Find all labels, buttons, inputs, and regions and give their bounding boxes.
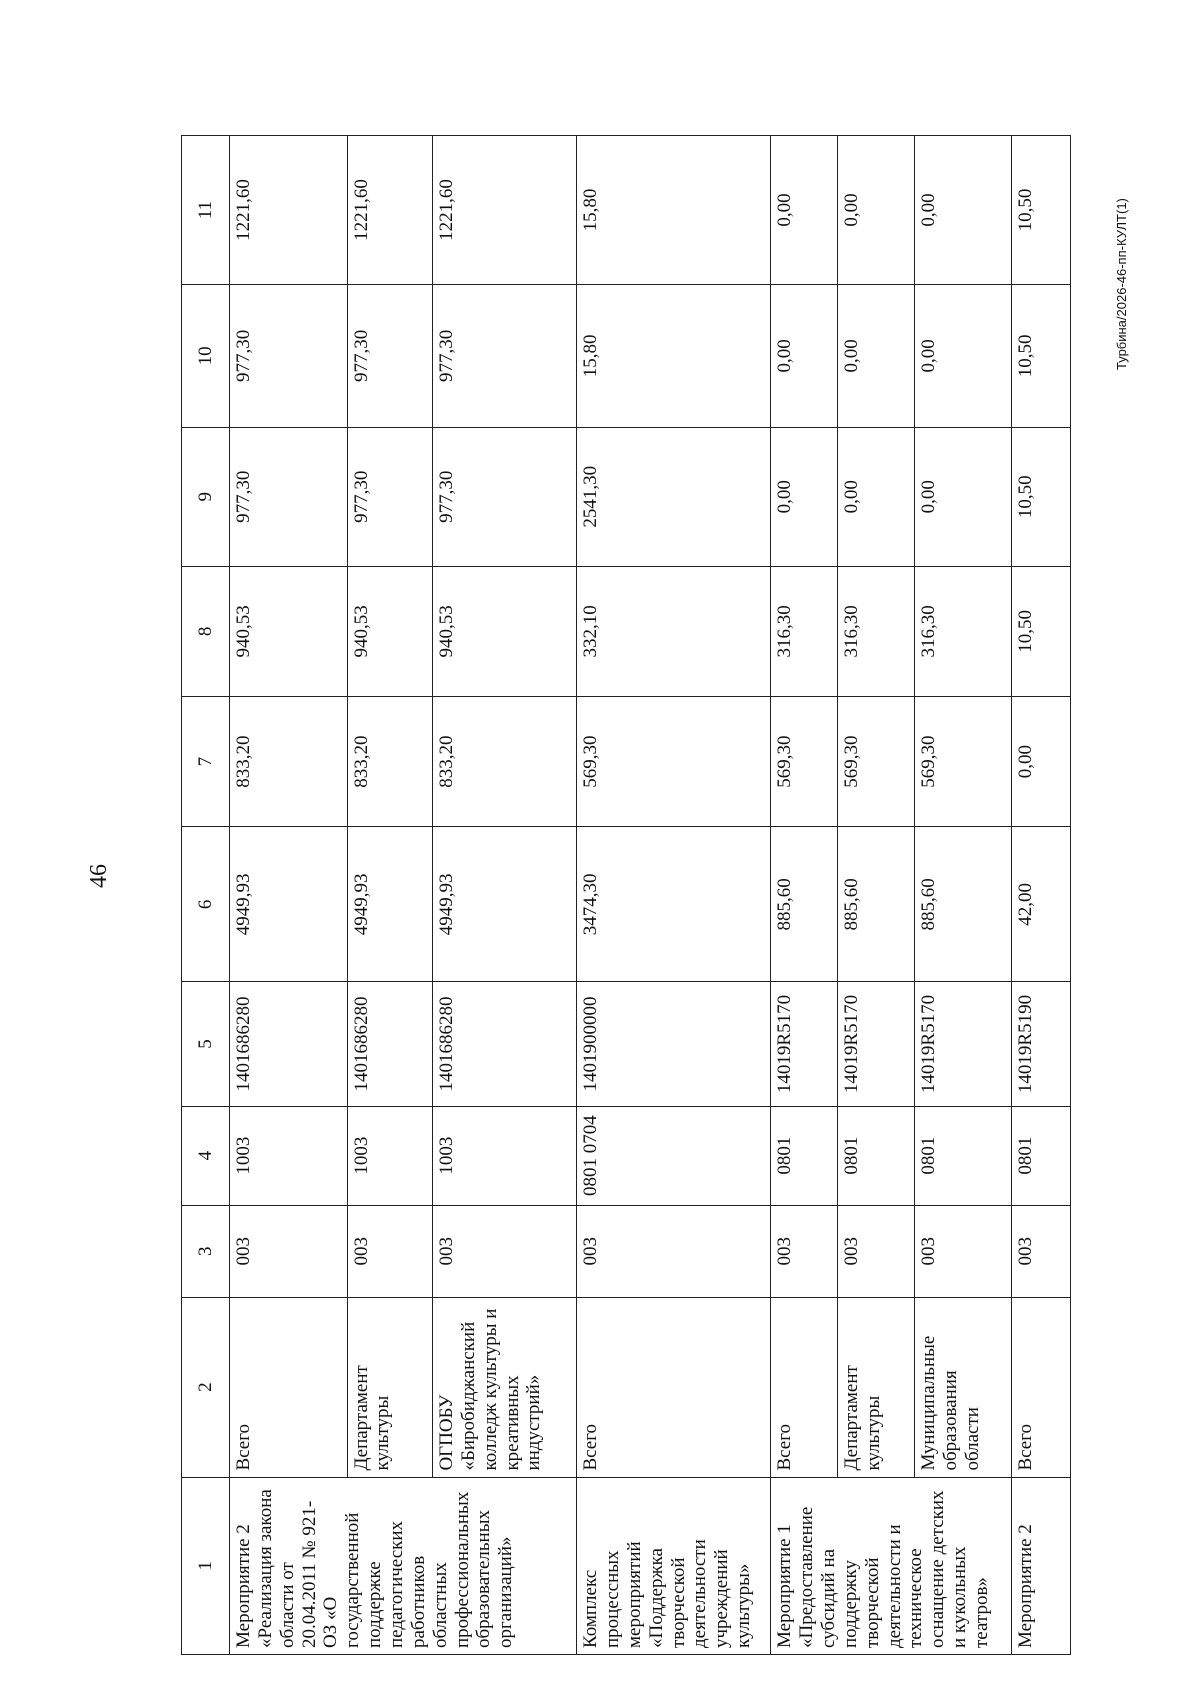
measure-name-cell: Комплекс процессных мероприятий «Поддержка творческой деятельности учреждений культуры»	[577, 1477, 771, 1654]
total-cell: 885,60	[915, 827, 1012, 982]
budget-table	[181, 135, 1071, 1655]
year-cell: 0,00	[771, 136, 838, 285]
column-header: 4	[182, 1106, 230, 1205]
document-code: Турбина/2026-46-пп-КУЛТ(1)	[1114, 198, 1129, 370]
column-header: 6	[182, 827, 230, 982]
total-cell: 4949,93	[230, 827, 348, 982]
year-cell: 0,00	[915, 136, 1012, 285]
target-article-cell: 1401900000	[577, 982, 771, 1106]
target-article-cell: 1401686280	[433, 982, 577, 1106]
year-cell: 1221,60	[347, 136, 432, 285]
year-cell: 1221,60	[230, 136, 348, 285]
year-cell: 977,30	[347, 285, 432, 428]
year-cell: 10,50	[1012, 566, 1071, 696]
year-cell: 15,80	[577, 136, 771, 285]
table-row	[230, 136, 348, 1655]
column-header: 11	[182, 136, 230, 285]
year-cell: 10,50	[1012, 427, 1071, 566]
grbs-cell: 003	[347, 1205, 432, 1297]
year-cell: 977,30	[433, 285, 577, 428]
total-cell: 4949,93	[433, 827, 577, 982]
year-cell: 977,30	[347, 427, 432, 566]
year-cell: 833,20	[433, 697, 577, 827]
table-row	[577, 136, 771, 1655]
year-cell: 940,53	[230, 566, 348, 696]
target-article-cell: 14019R5170	[915, 982, 1012, 1106]
year-cell: 316,30	[915, 566, 1012, 696]
year-cell: 0,00	[771, 285, 838, 428]
section-cell: 0801	[1012, 1106, 1071, 1205]
year-cell: 833,20	[230, 697, 348, 827]
section-cell: 0801	[838, 1106, 915, 1205]
year-cell: 0,00	[1012, 697, 1071, 827]
executor-cell: Всего	[577, 1297, 771, 1477]
target-article-cell: 1401686280	[347, 982, 432, 1106]
table-row	[915, 136, 1012, 1655]
column-header: 3	[182, 1205, 230, 1297]
year-cell: 977,30	[433, 427, 577, 566]
measure-name-cell: Мероприятие 1 «Предоставление субсидий на поддержку творческой деятельности и техническое оснащение детских и кукольных театров»	[771, 1477, 1012, 1654]
year-cell: 1221,60	[433, 136, 577, 285]
grbs-cell: 003	[577, 1205, 771, 1297]
grbs-cell: 003	[915, 1205, 1012, 1297]
measure-name-cell: Мероприятие 2 «Реализация закона области от 20.04.2011 № 921-ОЗ «О государственной поддержке педагогических работников областных профессиональных образовательных организаций»	[230, 1477, 577, 1654]
total-cell: 885,60	[838, 827, 915, 982]
table-row	[433, 136, 577, 1655]
target-article-cell: 1401686280	[230, 982, 348, 1106]
executor-cell: Всего	[1012, 1297, 1071, 1477]
grbs-cell: 003	[771, 1205, 838, 1297]
year-cell: 569,30	[577, 697, 771, 827]
column-header: 2	[182, 1297, 230, 1477]
year-cell: 0,00	[838, 136, 915, 285]
section-cell: 0801 0704	[577, 1106, 771, 1205]
year-cell: 977,30	[230, 427, 348, 566]
table-body	[182, 136, 1071, 1655]
year-cell: 833,20	[347, 697, 432, 827]
grbs-cell: 003	[1012, 1205, 1071, 1297]
year-cell: 977,30	[230, 285, 348, 428]
table-row	[1012, 136, 1071, 1655]
total-cell: 42,00	[1012, 827, 1071, 982]
executor-cell: Муниципальные образования области	[915, 1297, 1012, 1477]
target-article-cell: 14019R5190	[1012, 982, 1071, 1106]
page-number: 46	[86, 864, 112, 888]
year-cell: 0,00	[915, 285, 1012, 428]
executor-cell: Департамент культуры	[347, 1297, 432, 1477]
total-cell: 885,60	[771, 827, 838, 982]
executor-cell: Всего	[230, 1297, 348, 1477]
section-cell: 1003	[347, 1106, 432, 1205]
year-cell: 0,00	[838, 285, 915, 428]
year-cell: 0,00	[915, 427, 1012, 566]
year-cell: 569,30	[771, 697, 838, 827]
column-header: 5	[182, 982, 230, 1106]
section-cell: 0801	[771, 1106, 838, 1205]
year-cell: 15,80	[577, 285, 771, 428]
executor-cell: Департамент культуры	[838, 1297, 915, 1477]
year-cell: 569,30	[838, 697, 915, 827]
year-cell: 316,30	[838, 566, 915, 696]
target-article-cell: 14019R5170	[838, 982, 915, 1106]
year-cell: 940,53	[433, 566, 577, 696]
year-cell: 2541,30	[577, 427, 771, 566]
header-row	[182, 136, 230, 1655]
total-cell: 3474,30	[577, 827, 771, 982]
executor-cell: Всего	[771, 1297, 838, 1477]
grbs-cell: 003	[433, 1205, 577, 1297]
table-row	[771, 136, 838, 1655]
year-cell: 332,10	[577, 566, 771, 696]
section-cell: 0801	[915, 1106, 1012, 1205]
year-cell: 10,50	[1012, 136, 1071, 285]
section-cell: 1003	[433, 1106, 577, 1205]
measure-name-cell: Мероприятие 2	[1012, 1477, 1071, 1654]
section-cell: 1003	[230, 1106, 348, 1205]
year-cell: 10,50	[1012, 285, 1071, 428]
column-header: 9	[182, 427, 230, 566]
table-row	[347, 136, 432, 1655]
column-header: 8	[182, 566, 230, 696]
column-header: 7	[182, 697, 230, 827]
year-cell: 940,53	[347, 566, 432, 696]
year-cell: 569,30	[915, 697, 1012, 827]
executor-cell: ОГПОБУ «Биробиджанский колледж культуры и креативных индустрий»	[433, 1297, 577, 1477]
grbs-cell: 003	[230, 1205, 348, 1297]
year-cell: 0,00	[838, 427, 915, 566]
target-article-cell: 14019R5170	[771, 982, 838, 1106]
column-header: 10	[182, 285, 230, 428]
column-header: 1	[182, 1477, 230, 1654]
table-row	[838, 136, 915, 1655]
year-cell: 0,00	[771, 427, 838, 566]
total-cell: 4949,93	[347, 827, 432, 982]
table-container	[181, 135, 1071, 1655]
grbs-cell: 003	[838, 1205, 915, 1297]
year-cell: 316,30	[771, 566, 838, 696]
